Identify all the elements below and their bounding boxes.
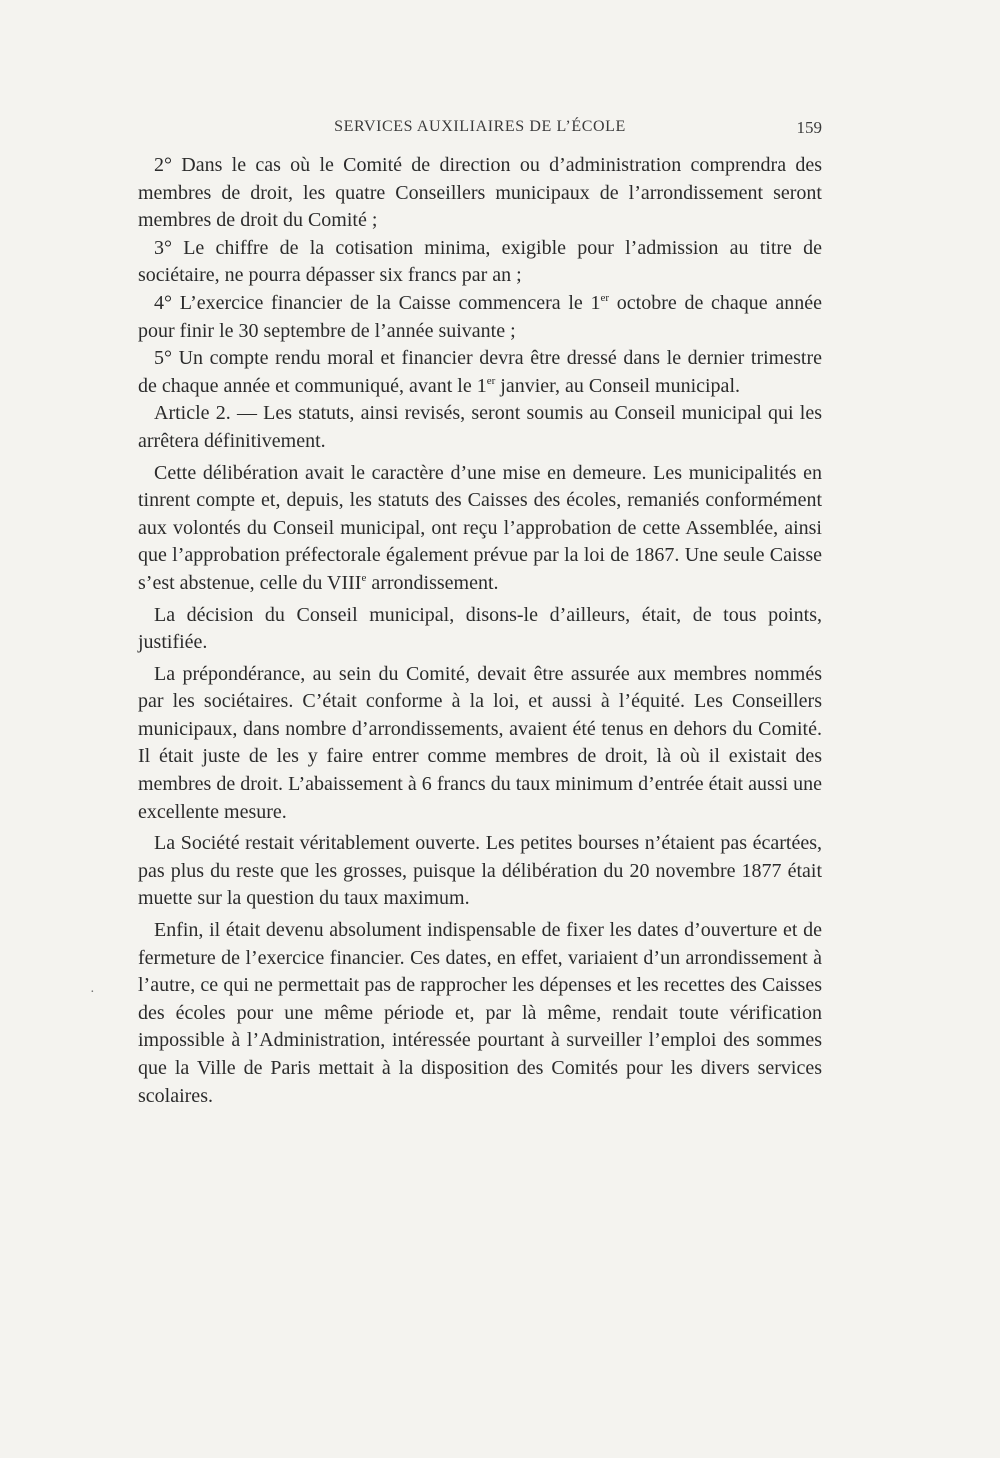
running-head [138,118,822,142]
paragraph-item-5 [138,345,822,400]
superscript: er [600,291,610,304]
paragraph-text: arrondissement. [366,571,499,594]
page-number: 159 [796,118,822,137]
paragraph-item-3: 3° Le chiffre de la cotisation minima, exigible pour l’admission au titre de sociétaire, ne pourra dépasser six francs par an ; [138,236,822,287]
paragraph-text: Cette délibération avait le caractère d’une mise en demeure. Les municipalités en tinrent compte et, depuis, les statuts des Caisses des écoles, remaniés conformément aux volontés du Conseil municipal, ont reçu l’approbation de cette Assemblée, ainsi que l’approbation préfectorale également prévue par la loi de 1867. Une seule Caisse s’est abstenue, celle du VIII [138,461,822,594]
superscript: er [486,374,496,387]
paragraph-text: octobre de chaque année pour finir le 30 septembre de l’année suivante ; [138,291,823,342]
paragraph-text: 4° L’exercice financier de la Caisse commencera le 1 [154,291,601,314]
paragraph-item-2: 2° Dans le cas où le Comité de direction ou d’administration comprendra des membres de droit, les quatre Conseillers municipaux de l’arrondissement seront membres de droit du Comité ; [138,154,822,232]
paragraph: La prépondérance, au sein du Comité, devait être assurée aux membres nommés par les sociétaires. C’était conforme à la loi, et aussi à l’équité. Les Conseillers municipaux, dans nombre d’arrondissements, avaient été tenus en dehors du Comité. Il était juste de les y faire entrer comme membres de droit, là où il existait des membres de droit. L’abaissement à 6 francs du taux minimum d’entrée était aussi une excellente mesure. [138,662,822,823]
body-text [138,152,822,1110]
paragraph: Enfin, il était devenu absolument indispensable de fixer les dates d’ouverture et de fermeture de l’exercice financier. Ces dates, en effet, variaient d’un arrondissement à l’autre, ce qui ne permettait pas de rapprocher les dépenses et les recettes des Caisses des écoles pour une même période et, par là même, rendait toute vérification impossible à l’Administration, intéressée pourtant à surveiller l’emploi des sommes que la Ville de Paris mettait à la disposition des Comités pour les divers services scolaires. [138,919,822,1107]
superscript: e [361,571,367,584]
paragraph-item-4 [138,290,822,345]
paragraph-article-2: Article 2. — Les statuts, ainsi revisés, seront soumis au Conseil municipal qui les arrêtera définitivement. [138,402,822,452]
paragraph [138,460,822,598]
running-title: SERVICES AUXILIAIRES DE L’ÉCOLE [334,118,626,135]
paragraph: La décision du Conseil municipal, disons-le d’ailleurs, était, de tous points, justifiée. [138,603,822,654]
paragraph-text: 5° Un compte rendu moral et financier devra être dressé dans le dernier trimestre de chaque année et communiqué, avant le 1 [138,347,822,397]
paragraph: La Société restait véritablement ouverte. Les petites bourses n’étaient pas écartées, pas plus du reste que les grosses, puisque la délibération du 20 novembre 1877 était muette sur la question du taux maximum. [138,832,822,910]
scan-speck: · [90,985,95,1000]
paragraph-text: janvier, au Conseil municipal. [495,374,740,397]
